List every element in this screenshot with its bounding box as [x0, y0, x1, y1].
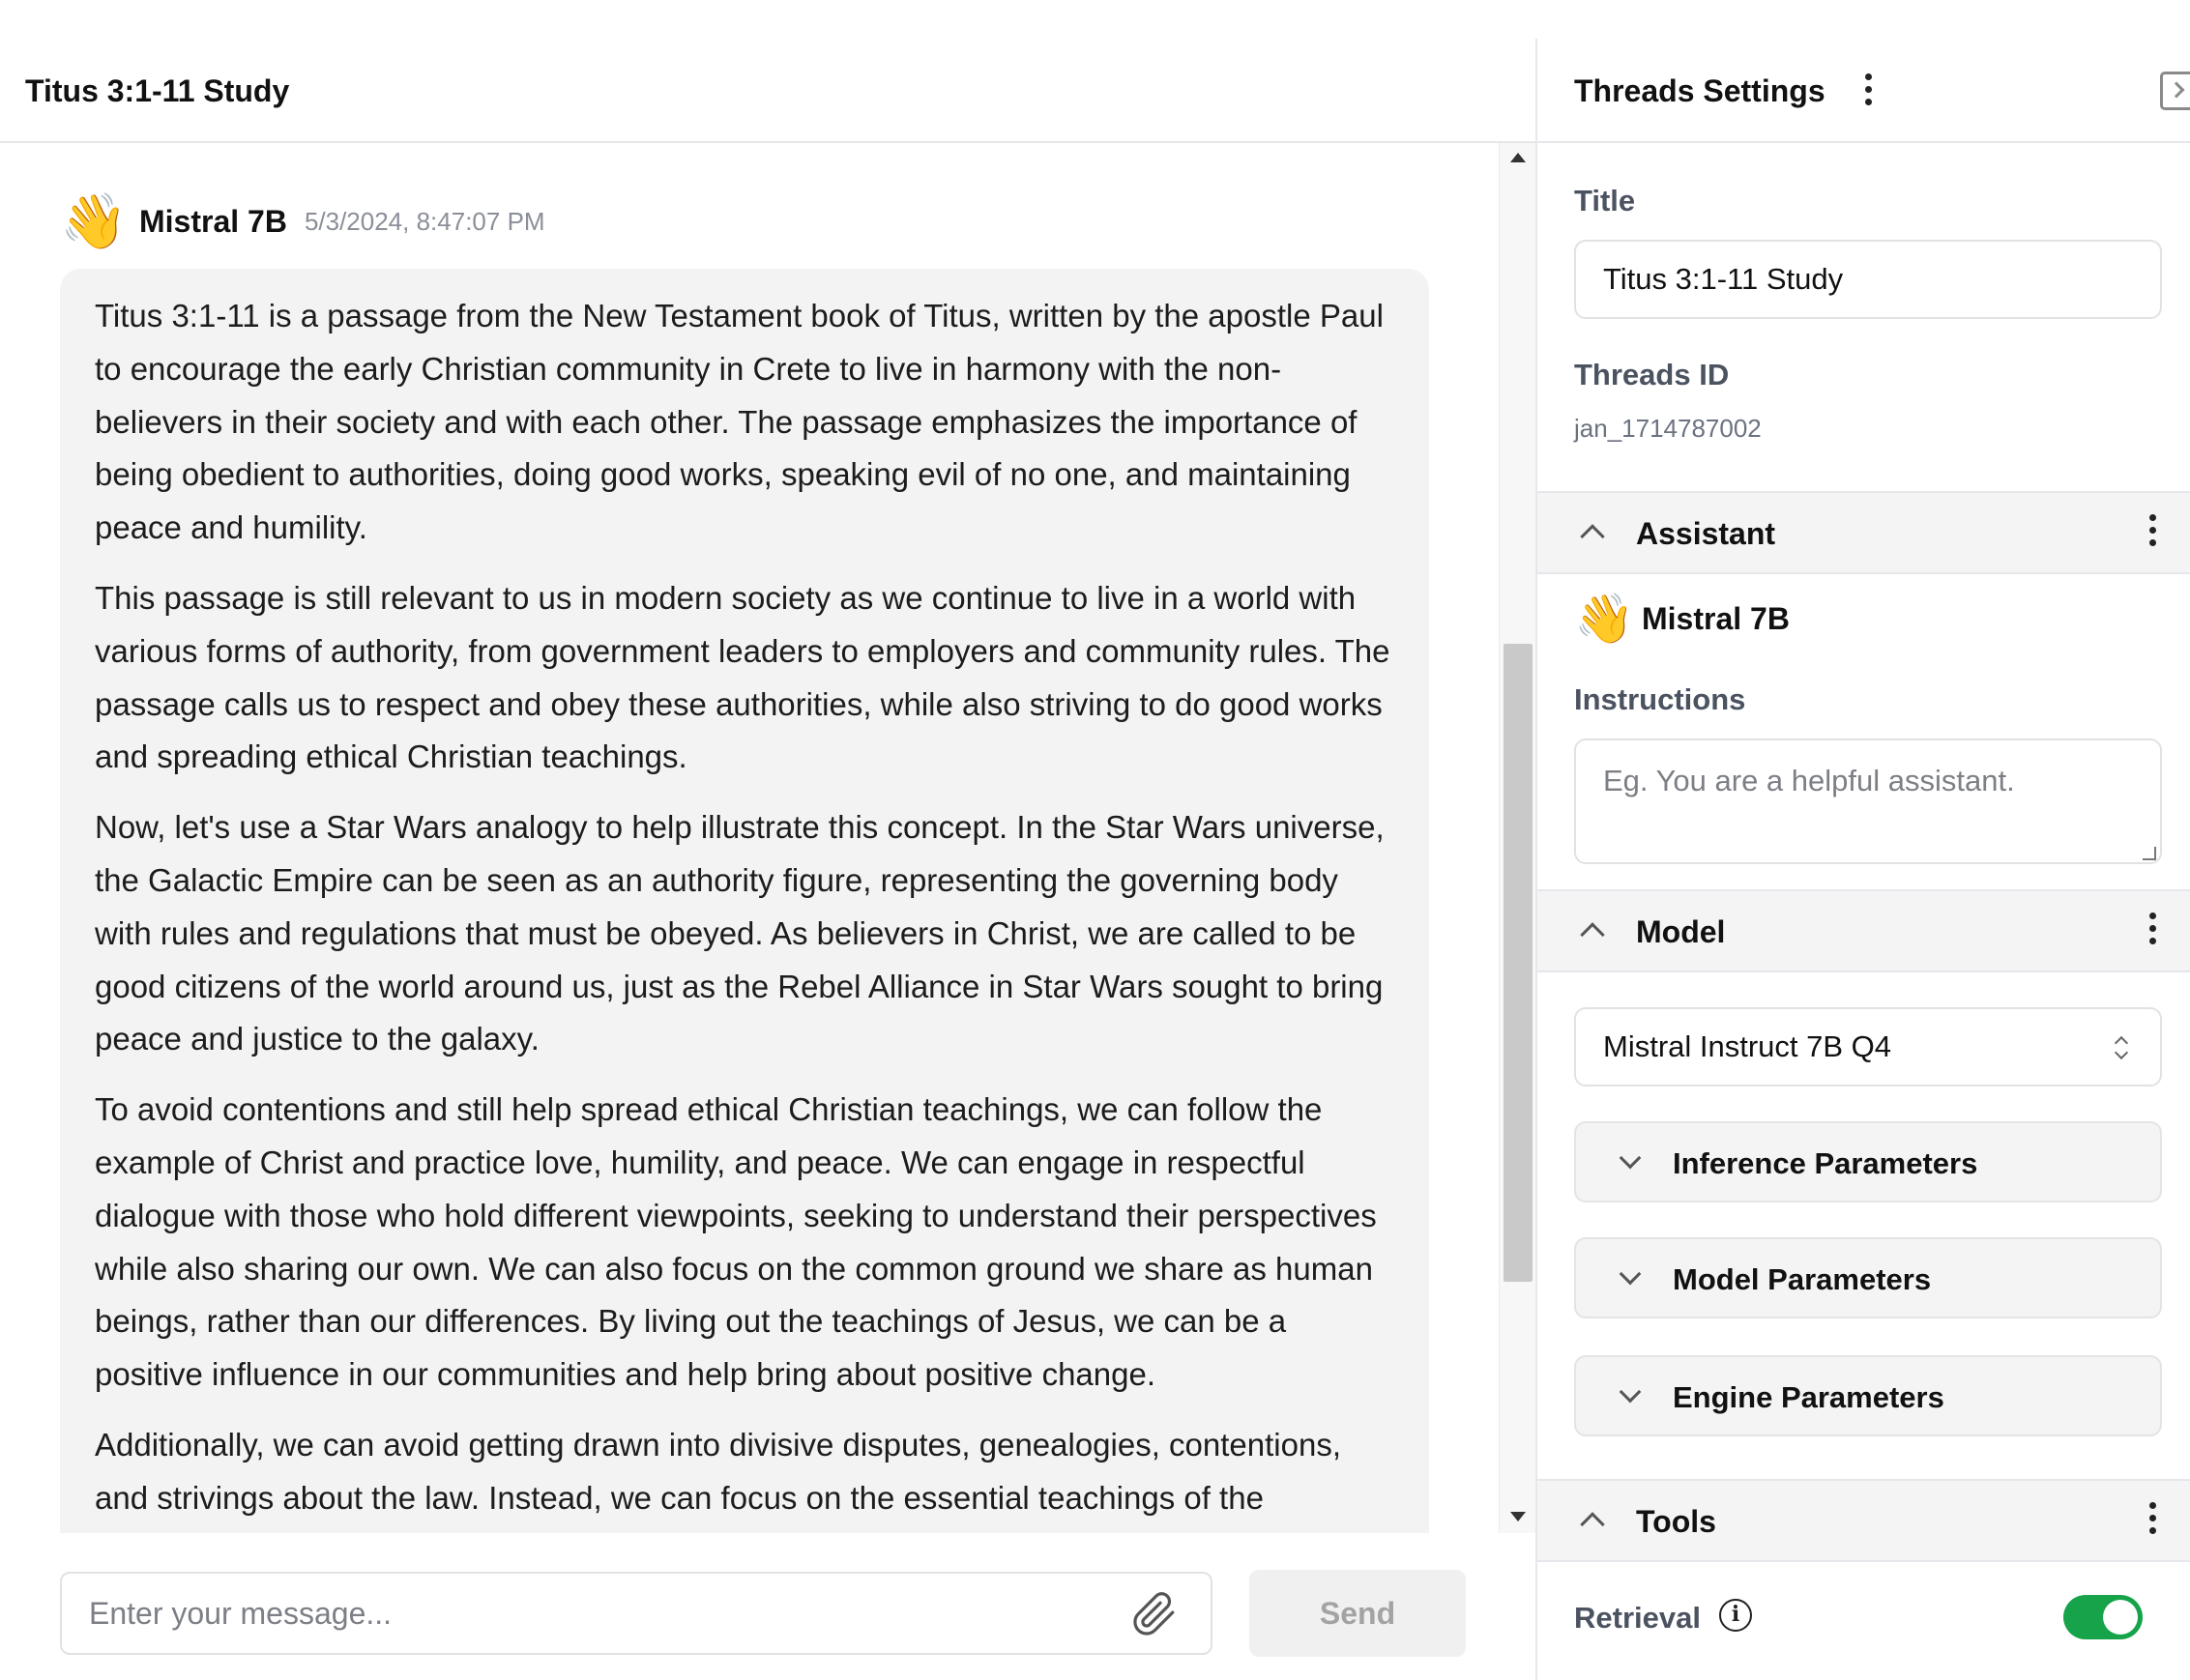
info-icon[interactable]: i	[1719, 1599, 1752, 1632]
message-timestamp: 5/3/2024, 8:47:07 PM	[304, 206, 545, 236]
waving-hand-avatar-icon: 👋	[1574, 592, 1635, 646]
message-bubble	[60, 269, 1429, 1533]
model-more-icon[interactable]	[2146, 912, 2158, 951]
threads-id-label: Threads ID	[1574, 358, 1730, 391]
retrieval-label: Retrieval	[1574, 1601, 1701, 1635]
inference-parameters-accordion[interactable]	[1574, 1121, 2162, 1202]
chevron-up-icon	[1580, 1512, 1604, 1536]
message-paragraph: Titus 3:1-11 is a passage from the New Testament book of Titus, written by the apostle Paul to encourage the early Christian community in Crete to live in harmony with the non-believers in their society and with each other. The passage emphasizes the importance of being obedient to authorities, doing good works, speaking evil of no one, and maintaining peace and humility.	[95, 298, 1384, 546]
chevron-up-icon	[1580, 922, 1604, 946]
model-section-header[interactable]	[1537, 889, 2190, 972]
assistant-section-title: Assistant	[1636, 516, 1776, 551]
title-input[interactable]	[1574, 240, 2162, 319]
instructions-textarea[interactable]	[1574, 739, 2162, 864]
chevron-up-icon	[1580, 524, 1604, 548]
title-label: Title	[1574, 184, 1636, 217]
tools-section-title: Tools	[1636, 1504, 1716, 1539]
inference-parameters-label: Inference Parameters	[1673, 1146, 1978, 1180]
model-select[interactable]	[1574, 1007, 2162, 1086]
message-paragraph: Additionally, we can avoid getting drawn into divisive disputes, genealogies, contentions, and strivings about the law. Instead, we can focus on the essential teachings of the	[95, 1426, 1342, 1516]
scroll-up-arrow-icon[interactable]	[1510, 153, 1526, 162]
message-list[interactable]	[0, 143, 1499, 1533]
assistant-row	[1574, 590, 1790, 648]
settings-title: Threads Settings	[1574, 73, 1825, 108]
tools-more-icon[interactable]	[2146, 1502, 2158, 1541]
chevron-up-down-icon	[2114, 1034, 2129, 1063]
send-button[interactable]: Send	[1249, 1570, 1466, 1657]
message-paragraph: This passage is still relevant to us in modern society as we continue to live in a world with various forms of authority, from government leaders to employers and community rules. The passage calls us to respect and obey these authorities, while also striving to do good works and spreading ethical Christian teachings.	[95, 579, 1390, 775]
engine-parameters-label: Engine Parameters	[1673, 1380, 1944, 1414]
page-title: Titus 3:1-11 Study	[25, 73, 290, 108]
chevron-down-icon	[1620, 1263, 1642, 1286]
model-parameters-accordion[interactable]	[1574, 1237, 2162, 1318]
message-sender: Mistral 7B	[139, 203, 287, 239]
assistant-more-icon[interactable]	[2146, 514, 2158, 553]
assistant-section-header[interactable]	[1537, 491, 2190, 574]
engine-parameters-accordion[interactable]	[1574, 1355, 2162, 1436]
scroll-thumb[interactable]	[1504, 644, 1533, 1282]
message-header	[60, 189, 545, 253]
retrieval-toggle[interactable]	[2063, 1595, 2143, 1639]
tools-section-header[interactable]	[1537, 1479, 2190, 1562]
settings-header	[1537, 39, 2190, 143]
message-paragraph: Now, let's use a Star Wars analogy to help illustrate this concept. In the Star Wars universe, the Galactic Empire can be seen as an authority figure, representing the governing body with rules and regulations that must be obeyed. As believers in Christ, we are called to be good citizens of the world around us, just as the Rebel Alliance in Star Wars sought to bring peace and justice to the galaxy.	[95, 809, 1385, 1057]
chat-header	[0, 39, 1535, 143]
chevron-down-icon	[1620, 1381, 1642, 1404]
threads-id-value: jan_1714787002	[1574, 414, 1762, 443]
resize-grip-icon[interactable]	[2143, 847, 2156, 860]
settings-panel	[1535, 39, 2190, 1680]
message-input[interactable]	[60, 1572, 1212, 1655]
model-parameters-label: Model Parameters	[1673, 1262, 1932, 1296]
model-section-title: Model	[1636, 914, 1726, 949]
settings-more-icon[interactable]	[1862, 73, 1874, 112]
chat-scrollbar[interactable]	[1499, 143, 1535, 1533]
toggle-knob	[2103, 1600, 2138, 1635]
scroll-down-arrow-icon[interactable]	[1510, 1512, 1526, 1521]
waving-hand-avatar-icon: 👋	[60, 190, 128, 251]
model-select-value: Mistral Instruct 7B Q4	[1603, 1029, 1892, 1063]
chevron-down-icon	[1620, 1147, 1642, 1170]
instructions-label: Instructions	[1574, 682, 1746, 716]
collapse-panel-icon[interactable]	[2160, 72, 2190, 110]
composer	[0, 1533, 1535, 1680]
paperclip-icon[interactable]	[1131, 1591, 1178, 1637]
assistant-name: Mistral 7B	[1642, 600, 1790, 636]
message-paragraph: To avoid contentions and still help spread ethical Christian teachings, we can follow the example of Christ and practice love, humility, and peace. We can engage in respectful dialogue with those who hold different viewpoints, seeking to understand their perspectives while also sharing our own. We can also focus on the common ground we share as human beings, rather than our differences. By living out the teachings of Jesus, we can be a positive influence in our communities and help bring about positive change.	[95, 1091, 1377, 1393]
